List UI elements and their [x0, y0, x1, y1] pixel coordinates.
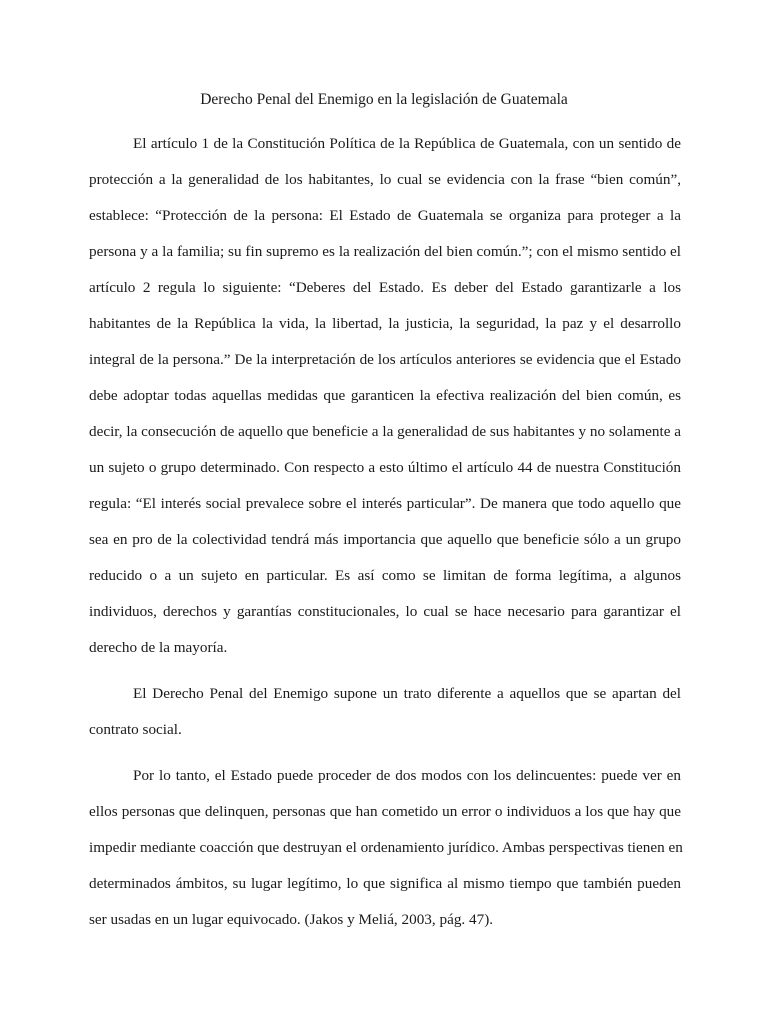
paragraph-3	[89, 758, 681, 938]
text-line: habitantes de la República la vida, la libertad, la justicia, la seguridad, la paz y el desarrollo	[89, 315, 681, 332]
text-line: regula: “El interés social prevalece sobre el interés particular”. De manera que todo aquello que	[89, 495, 681, 512]
text-line: persona y a la familia; su fin supremo es la realización del bien común.”; con el mismo sentido el	[89, 243, 681, 260]
text-line: reducido o a un sujeto en particular. Es así como se limitan de forma legítima, a algunos	[89, 567, 681, 584]
text-line: individuos, derechos y garantías constitucionales, lo cual se hace necesario para garantizar el	[89, 603, 681, 620]
text-line: artículo 2 regula lo siguiente: “Deberes del Estado. Es deber del Estado garantizarle a los	[89, 279, 681, 296]
paragraph-1	[89, 126, 681, 666]
text-line: integral de la persona.” De la interpretación de los artículos anteriores se evidencia que el Estado	[89, 351, 681, 368]
paragraph-2	[89, 676, 681, 748]
text-line: contrato social.	[89, 721, 182, 738]
text-line: protección a la generalidad de los habitantes, lo cual se evidencia con la frase “bien común”,	[89, 171, 681, 188]
text-line: ellos personas que delinquen, personas que han cometido un error o individuos a los que hay que	[89, 803, 681, 820]
text-line: Por lo tanto, el Estado puede proceder de dos modos con los delincuentes: puede ver en	[133, 767, 681, 784]
document-body	[89, 126, 681, 948]
text-line: decir, la consecución de aquello que beneficie a la generalidad de sus habitantes y no solamente a	[89, 423, 681, 440]
text-line: establece: “Protección de la persona: El Estado de Guatemala se organiza para proteger a la	[89, 207, 681, 224]
document-title: Derecho Penal del Enemigo en la legislación de Guatemala	[200, 91, 568, 108]
text-line: ser usadas en un lugar equivocado. (Jakos y Meliá, 2003, pág. 47).	[89, 911, 494, 928]
text-line: un sujeto o grupo determinado. Con respecto a esto último el artículo 44 de nuestra Constitución	[89, 459, 681, 476]
text-line: derecho de la mayoría.	[89, 639, 228, 656]
text-line: El artículo 1 de la Constitución Política de la República de Guatemala, con un sentido de	[133, 135, 681, 152]
text-line: impedir mediante coacción que destruyan el ordenamiento jurídico. Ambas perspectivas tienen en	[89, 839, 683, 856]
text-line: determinados ámbitos, su lugar legítimo, lo que significa al mismo tiempo que también pueden	[89, 875, 681, 892]
text-line: El Derecho Penal del Enemigo supone un trato diferente a aquellos que se apartan del	[133, 685, 681, 702]
text-line: sea en pro de la colectividad tendrá más importancia que aquello que beneficie sólo a un grupo	[89, 531, 681, 548]
text-line: debe adoptar todas aquellas medidas que garanticen la efectiva realización del bien común, es	[89, 387, 681, 404]
